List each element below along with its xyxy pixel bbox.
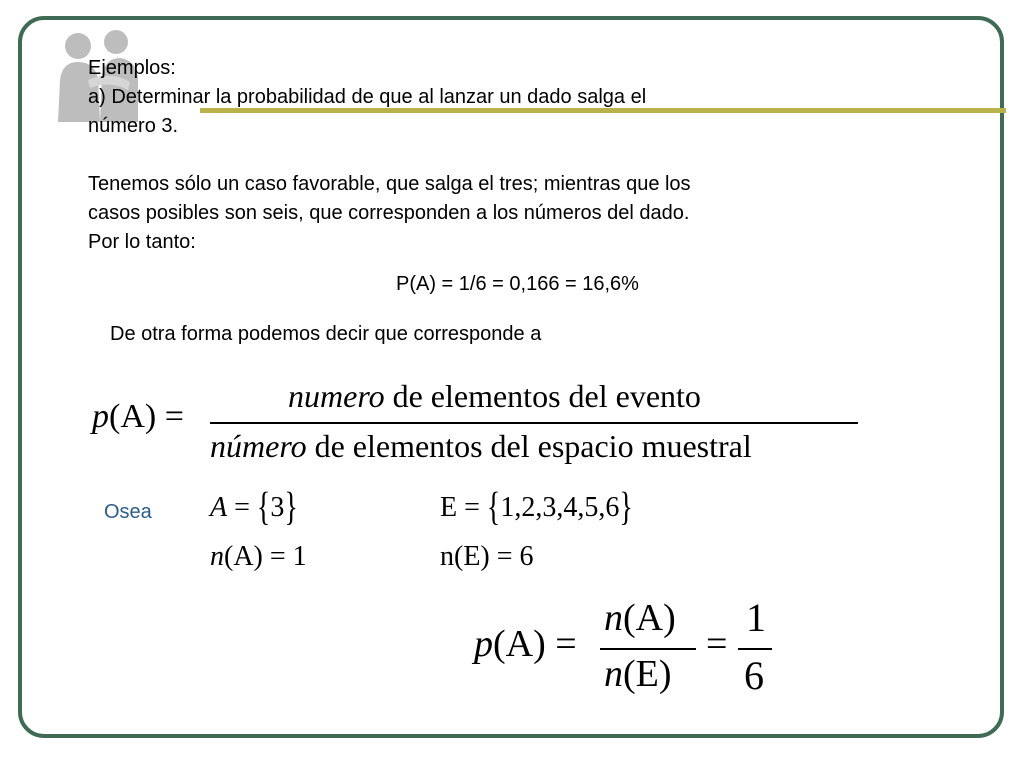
set-e bbox=[440, 484, 633, 530]
count-a bbox=[210, 541, 307, 573]
formula-fraction-bar bbox=[210, 422, 858, 424]
final-numerator-1 bbox=[604, 596, 676, 640]
final-numerator-1-arg: (A) bbox=[623, 597, 676, 639]
final-lhs bbox=[474, 622, 577, 666]
formula-denominator bbox=[210, 428, 752, 465]
paragraph-line-1: Tenemos sólo un caso favorable, que salga el tres; mientras que los bbox=[88, 173, 691, 195]
set-e-eq: = bbox=[457, 492, 487, 523]
final-numerator-1-n: n bbox=[604, 597, 623, 639]
final-lhs-p: p bbox=[474, 623, 493, 665]
set-a-open-brace: { bbox=[256, 484, 271, 530]
final-lhs-paren: (A) = bbox=[493, 623, 577, 665]
formula-numerator bbox=[288, 378, 701, 415]
count-a-n: n bbox=[210, 541, 224, 572]
formula-numerator-rest: de elementos del evento bbox=[384, 378, 701, 414]
result-line: P(A) = 1/6 = 0,166 = 16,6% bbox=[396, 273, 639, 295]
count-a-eq: = 1 bbox=[262, 541, 307, 572]
formula-lhs-paren: (A) = bbox=[109, 398, 184, 435]
count-e: n(E) = 6 bbox=[440, 541, 534, 572]
final-numerator-2: 1 bbox=[746, 595, 766, 640]
set-e-name: E bbox=[440, 492, 458, 523]
final-denominator-1-arg: (E) bbox=[623, 653, 672, 695]
final-denominator-1 bbox=[604, 652, 672, 696]
other-form-line: De otra forma podemos decir que corresponde a bbox=[110, 323, 542, 345]
set-a-name: A bbox=[210, 492, 228, 523]
formula-denominator-italic: número bbox=[210, 428, 307, 464]
final-denominator-1-n: n bbox=[604, 653, 623, 695]
formula-numerator-italic: numero bbox=[288, 378, 385, 414]
osea-label: Osea bbox=[104, 501, 152, 523]
final-fraction-bar-2 bbox=[738, 648, 772, 650]
set-a-close-brace: } bbox=[284, 484, 298, 530]
problem-line-1: a) Determinar la probabilidad de que al lanzar un dado salga el bbox=[88, 86, 647, 108]
set-e-close-brace: } bbox=[619, 484, 633, 530]
formula-lhs bbox=[92, 398, 184, 436]
heading: Ejemplos: bbox=[88, 57, 176, 79]
problem-line-2: número 3. bbox=[88, 115, 179, 137]
set-e-content: 1,2,3,4,5,6 bbox=[500, 492, 620, 523]
set-a-eq: = bbox=[227, 492, 257, 523]
formula-denominator-rest: de elementos del espacio muestral bbox=[306, 428, 752, 464]
set-a-content: 3 bbox=[270, 492, 285, 523]
count-a-arg: (A) bbox=[224, 541, 263, 572]
set-e-open-brace: { bbox=[486, 484, 501, 530]
final-denominator-2: 6 bbox=[744, 653, 764, 698]
paragraph-line-3: Por lo tanto: bbox=[88, 231, 196, 253]
set-a bbox=[210, 484, 298, 530]
paragraph-line-2: casos posibles son seis, que corresponden a los números del dado. bbox=[88, 202, 690, 224]
final-equals-2: = bbox=[706, 623, 728, 665]
final-fraction-bar-1 bbox=[600, 648, 696, 650]
formula-lhs-p: p bbox=[92, 398, 109, 435]
